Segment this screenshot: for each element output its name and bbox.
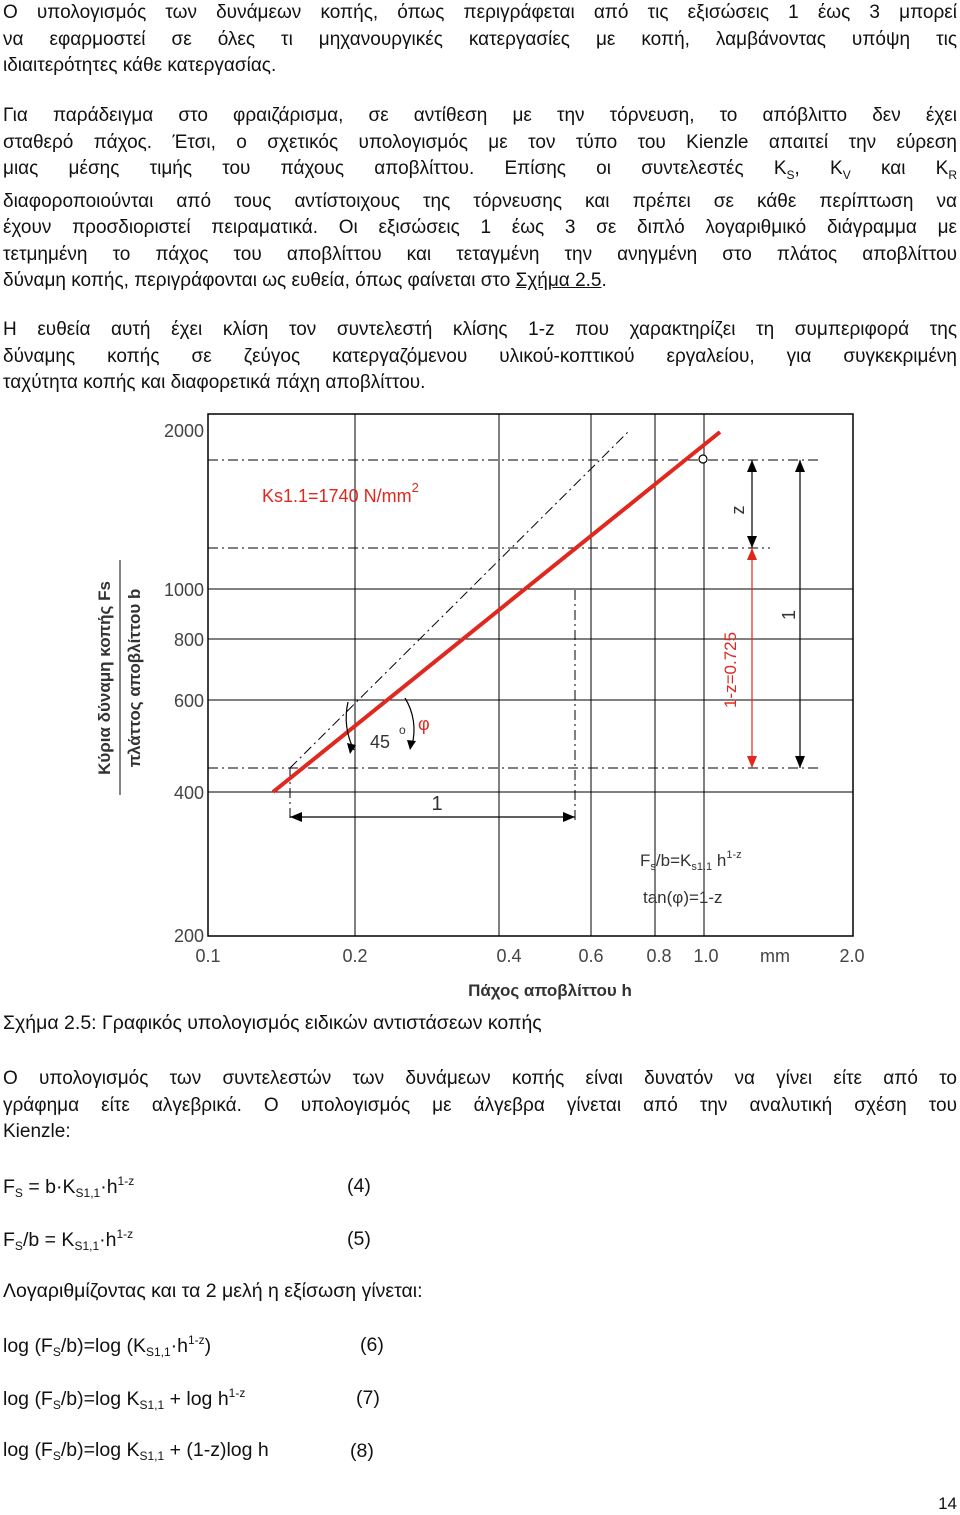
equation-6: $\log (F_S/b)=\log$ $(K_{S1,1}\cdot h^{1-z})$ [3, 1333, 212, 1359]
text-line: Ο υπολογισμός των δυνάμεων κοπής, όπως περιγράφεται από τις εξισώσεις 1 έως 3 μπορεί [3, 2, 957, 23]
vertical-unit-label: 1 [779, 609, 799, 621]
x-tick-label: 0.6 [578, 946, 604, 966]
y-tick-label: 1000 [163, 580, 204, 600]
y-axis-label-denominator: πλάττος αποβλίττου b [125, 588, 144, 768]
text-line: δύναμη κοπής, περιγράφονται ως ευθεία, όπως φαίνεται στο Σχήμα 2.5. [3, 270, 607, 292]
text-line: έχουν προσδιοριστεί πειραματικά. Οι εξισώσεις 1 έως 3 σε διπλό λογαριθμικό διάγραμμα με [3, 217, 957, 239]
horizontal-grid [208, 589, 853, 792]
angle-45-label: 45 [370, 732, 391, 752]
y-tick-label: 200 [173, 926, 204, 946]
equation-5: $F_S/b = K_{S1,1}\cdot h^{1-z}$ [3, 1227, 134, 1253]
text-line-coefficients: μιας μέσης τιμής του πάχους αποβλίττου. Επίσης οι συντελεστές $K_S$, $K_V$ και $K_R$ [3, 158, 957, 182]
y-tick-label: 2000 [163, 421, 204, 441]
text-line: διαφοροποιούνται από τους αντίστοιχους της τόρνευσης και πρέπει σε κάθε περίπτωση να [3, 190, 957, 212]
equation-4: $F_S = b\cdot K_{S1,1}\cdot h^{1-z}$ [3, 1174, 135, 1200]
paragraph-calculation [3, 1066, 957, 1146]
x-tick-label: 0.4 [496, 946, 522, 966]
horizontal-unit-label: 1 [431, 793, 443, 815]
text-line: δύναμης κοπής σε ζεύγος κατεργαζόμενου υλικού-κοπτικού εργαλείου, για συγκεκριμένη [3, 345, 957, 367]
equation-number-7: (7) [356, 1387, 380, 1409]
x-tick-label: 1.0 [693, 946, 719, 966]
x-tick-label: mm [760, 946, 790, 966]
y-tick-label: 400 [173, 783, 204, 803]
page-number: 14 [938, 1494, 957, 1513]
log-intro: Λογαριθμίζοντας και τα 2 μελή η εξίσωση γίνεται: [3, 1280, 423, 1302]
figure-reference-link[interactable]: Σχήμα 2.5 [515, 270, 602, 292]
equation-8: $\log (F_S/b)=\log$ $K_{S1,1} + (1-z)\log$ h [3, 1439, 269, 1463]
y-axis-label-numerator: Κύρια δύναμη κοπής Fs [95, 581, 114, 775]
kienzle-formula: $F_s/b=K_{s1.1}$ $h^{1-z}$ [640, 849, 742, 873]
text-line: να εφαρμοστεί σε όλες τι μηχανουργικές κατεργασίες με κοπή, λαμβάνοντας υπόψη τις [3, 28, 957, 50]
text-line: Για παράδειγμα στο φραιζάρισμα, σε αντίθεση με την τόρνευση, το απόβλιττο δεν έχει [3, 105, 957, 126]
text-line: γράφημα είτε αλγεβρικά. Ο υπολογισμός με άλγεβρα γίνεται από την αναλυτική σχέση του [3, 1094, 957, 1116]
phi-label: φ [418, 714, 430, 734]
equation-7: $\log (F_S/b)=\log$ $K_{S1,1} + \log h^{1-z}$ [3, 1386, 246, 1412]
figure-caption: Σχήμα 2.5: Γραφικός υπολογισμός ειδικών αντιστάσεων κοπής [3, 1012, 542, 1034]
equation-number-4: (4) [347, 1175, 371, 1197]
x-tick-label: 0.1 [195, 946, 221, 966]
text-line: ταχύτητα κοπής και διαφορετικά πάχη αποβλίττου. [3, 372, 426, 394]
equation-number-6: (6) [360, 1334, 384, 1356]
slope-label: 1-z=0.725 [721, 631, 740, 709]
reference-point [699, 455, 707, 463]
text-line: Ο υπολογισμός των συντελεστών των δυνάμεων κοπής είναι δυνατόν να γίνει είτε από το [3, 1068, 957, 1089]
equation-number-5: (5) [347, 1228, 371, 1250]
y-tick-label: 600 [173, 691, 204, 711]
text-line: Kienzle: [3, 1121, 71, 1143]
z-label: z [728, 505, 748, 515]
equation-number-8: (8) [350, 1440, 374, 1462]
x-tick-label: 0.2 [342, 946, 368, 966]
tan-formula: tan(φ)=1-z [643, 888, 723, 907]
text-line: Η ευθεία αυτή έχει κλίση τον συντελεστή κλίσης 1-z που χαρακτηρίζει τη συμπεριφορά της [3, 319, 957, 340]
x-tick-label: 2.0 [839, 946, 865, 966]
text-line: ιδιαιτερότητες κάθε κατεργασίας. [3, 55, 277, 77]
degree-symbol: o [399, 723, 406, 737]
x-axis-label: Πάχος αποβλίττου h [468, 981, 632, 1000]
y-tick-label: 800 [173, 630, 204, 650]
ks-value-label: Ks1.1=1740 $N/mm^2$ [262, 480, 419, 506]
text-line: τετμημένη το πάχος του αποβλίττου και τεταγμένη την ανηγμένη στο πλάτος αποβλίττου [3, 243, 957, 265]
x-tick-label: 0.8 [646, 946, 672, 966]
text-line: σταθερό πάχος. Έτσι, ο σχετικός υπολογισμός με τον τύπο του Kienzle απαιτεί την εύρεση [3, 131, 957, 153]
